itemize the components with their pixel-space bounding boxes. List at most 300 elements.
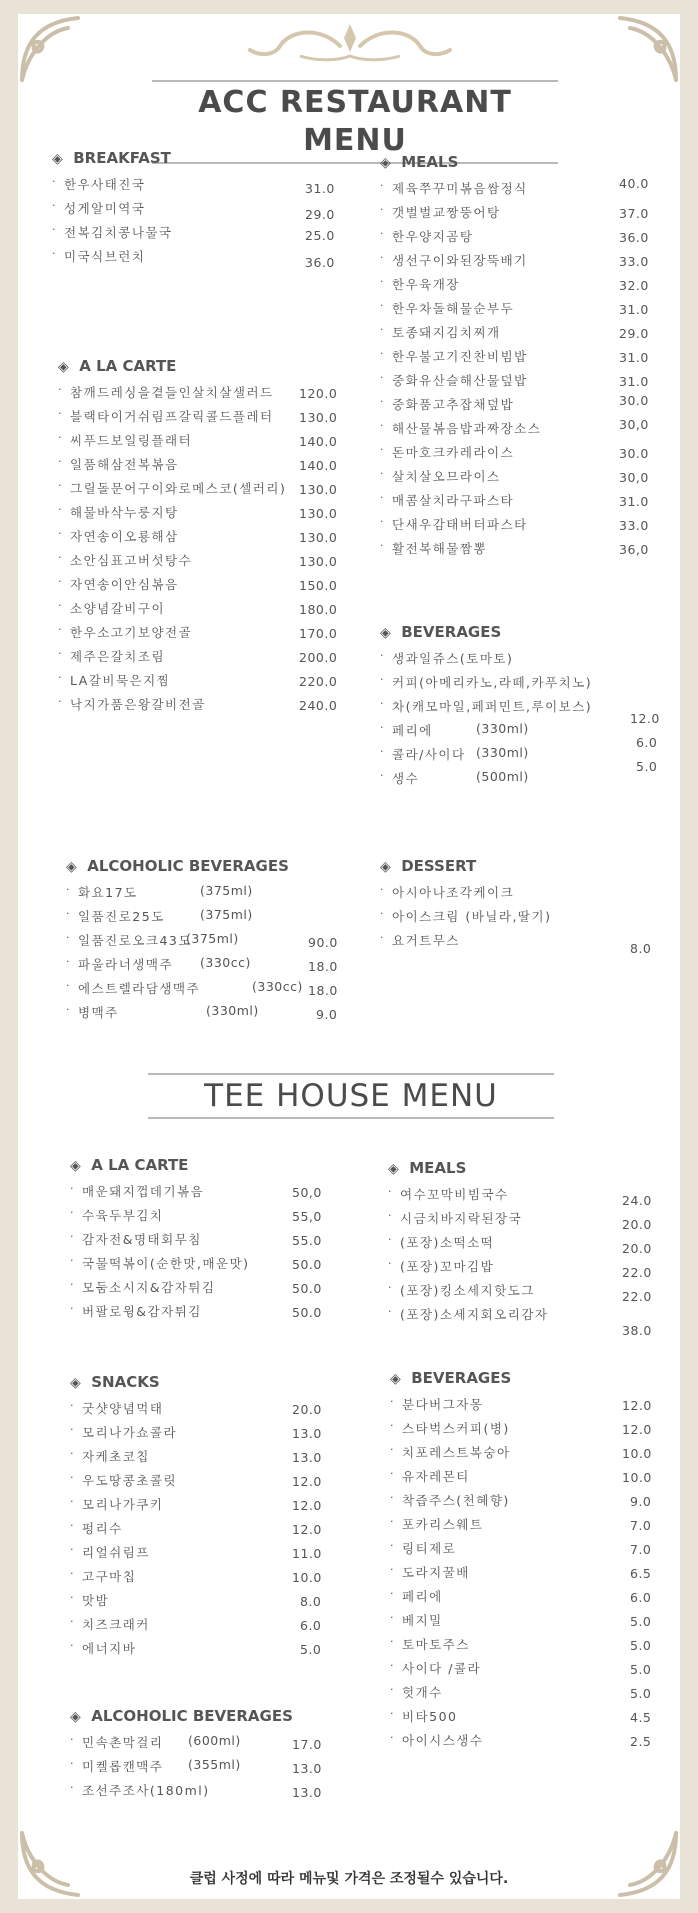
bullet-icon: · xyxy=(58,599,63,612)
menu-item xyxy=(58,503,348,527)
menu-item xyxy=(380,883,660,907)
bullet-icon: · xyxy=(380,323,385,336)
item-name: 일품해삼전복볶음 xyxy=(70,457,179,472)
menu-item xyxy=(380,697,660,726)
item-price: 17.0 xyxy=(292,1737,322,1752)
menu-list xyxy=(66,883,356,1027)
section-header xyxy=(380,152,650,172)
item-name: 아이스크림 (바닐라,딸기) xyxy=(392,909,552,924)
item-name: 자케초코칩 xyxy=(82,1449,150,1464)
section-meals xyxy=(380,152,650,563)
item-price: 33.0 xyxy=(619,518,649,533)
bullet-icon: · xyxy=(380,883,385,896)
bullet-icon: · xyxy=(70,1399,75,1412)
diamond-icon: ◈ xyxy=(380,155,391,171)
menu-item xyxy=(380,539,650,563)
item-name: 에너지바 xyxy=(82,1641,137,1656)
bullet-icon: · xyxy=(70,1182,75,1195)
item-name: 제육쭈꾸미볶음쌈정식 xyxy=(392,181,528,196)
menu-item xyxy=(390,1515,660,1539)
item-size: (375ml) xyxy=(186,931,239,946)
bullet-icon: · xyxy=(380,769,385,782)
section-title: MEALS xyxy=(401,153,459,171)
menu-item xyxy=(380,649,660,673)
item-name: 포카리스웨트 xyxy=(402,1517,484,1532)
item-price: 5.0 xyxy=(300,1642,322,1657)
item-price: 50.0 xyxy=(292,1305,322,1320)
menu-item xyxy=(58,695,348,719)
item-name: 돈마호크카레라이스 xyxy=(392,445,515,460)
item-price: 18.0 xyxy=(308,959,338,974)
menu-item xyxy=(58,575,348,599)
menu-item xyxy=(390,1635,660,1659)
bullet-icon: · xyxy=(66,931,71,944)
menu-item xyxy=(380,419,650,443)
section-title: A LA CARTE xyxy=(79,357,177,375)
bullet-icon: · xyxy=(58,479,63,492)
item-name: 화요17도 xyxy=(78,885,138,900)
menu-item xyxy=(390,1611,660,1635)
item-size: (500ml) xyxy=(476,769,529,784)
bullet-icon: · xyxy=(380,649,385,662)
diamond-icon: ◈ xyxy=(66,859,77,875)
item-name: 한우사태진국 xyxy=(64,177,146,192)
title-rule-top xyxy=(148,1073,554,1075)
item-price: 40.0 xyxy=(619,176,649,191)
item-name: 모리나가쿠키 xyxy=(82,1497,164,1512)
menu-list xyxy=(70,1399,350,1663)
item-name: 조선주조사(180ml) xyxy=(82,1783,210,1798)
menu-item xyxy=(390,1587,660,1611)
item-price: 130.0 xyxy=(299,530,338,545)
bullet-icon: · xyxy=(70,1543,75,1556)
bullet-icon: · xyxy=(58,671,63,684)
menu-item xyxy=(70,1230,350,1254)
item-price: 10.0 xyxy=(292,1570,322,1585)
item-price: 9.0 xyxy=(316,1007,338,1022)
menu-item xyxy=(58,527,348,551)
section-header xyxy=(58,356,348,376)
menu-list xyxy=(70,1733,350,1805)
menu-item xyxy=(70,1254,350,1278)
bullet-icon: · xyxy=(52,175,57,188)
bullet-icon: · xyxy=(58,695,63,708)
item-name: 자연송이오룡해삼 xyxy=(70,529,179,544)
item-name: 수육두부김치 xyxy=(82,1208,164,1223)
tee-section-beverages xyxy=(390,1368,660,1755)
item-price: 9.0 xyxy=(630,1494,652,1509)
menu-item xyxy=(70,1757,350,1781)
menu-item xyxy=(70,1302,350,1326)
bullet-icon: · xyxy=(380,467,385,480)
item-name: 맛밤 xyxy=(82,1593,110,1608)
item-price: 7.0 xyxy=(630,1542,652,1557)
bullet-icon: · xyxy=(70,1519,75,1532)
section-alcoholic-beverages xyxy=(66,856,356,1027)
bullet-icon: · xyxy=(390,1707,395,1720)
item-name: 여수꼬막비빔국수 xyxy=(400,1187,509,1202)
item-name: 아이시스생수 xyxy=(402,1733,484,1748)
item-price: 29.0 xyxy=(619,326,649,341)
tee-section-meals xyxy=(388,1158,658,1338)
item-price: 24.0 xyxy=(622,1193,652,1208)
item-price: 12.0 xyxy=(292,1474,322,1489)
menu-item xyxy=(70,1495,350,1519)
bullet-icon: · xyxy=(380,371,385,384)
item-price: 22.0 xyxy=(622,1289,652,1304)
menu-item xyxy=(70,1543,350,1567)
section-header xyxy=(70,1372,350,1392)
section-title: MEALS xyxy=(409,1159,467,1177)
item-price: 5.0 xyxy=(630,1686,652,1701)
item-name: 한우양지곰탕 xyxy=(392,229,474,244)
item-price: 8.0 xyxy=(300,1594,322,1609)
item-price: 130.0 xyxy=(299,410,338,425)
item-name: 소양념갈비구이 xyxy=(70,601,166,616)
bullet-icon: · xyxy=(70,1254,75,1267)
bullet-icon: · xyxy=(390,1395,395,1408)
item-price: 12.0 xyxy=(622,1422,652,1437)
item-price: 130.0 xyxy=(299,506,338,521)
top-flourish-ornament xyxy=(240,16,460,66)
bullet-icon: · xyxy=(390,1563,395,1576)
bullet-icon: · xyxy=(58,623,63,636)
item-name: 낙지가품은왕갈비전골 xyxy=(70,697,206,712)
item-price: 220.0 xyxy=(299,674,338,689)
item-name: 차(캐모마일,페퍼민트,루이보스) xyxy=(392,699,593,714)
bullet-icon: · xyxy=(390,1731,395,1744)
item-price: 38.0 xyxy=(622,1323,652,1338)
bullet-icon: · xyxy=(70,1757,75,1770)
menu-item xyxy=(380,227,650,251)
menu-item xyxy=(70,1639,350,1663)
item-name: 해산물볶음밥과짜장소스 xyxy=(392,421,542,436)
menu-item xyxy=(388,1281,658,1305)
bullet-icon: · xyxy=(70,1567,75,1580)
item-name: 분다버그자몽 xyxy=(402,1397,484,1412)
item-price: 130.0 xyxy=(299,482,338,497)
item-name: 치포레스트복숭아 xyxy=(402,1445,511,1460)
menu-item xyxy=(390,1395,660,1419)
bullet-icon: · xyxy=(52,199,57,212)
menu-list xyxy=(380,649,660,793)
section-header xyxy=(66,856,356,876)
item-price: 12.0 xyxy=(292,1522,322,1537)
item-price: 55,0 xyxy=(292,1209,322,1224)
bullet-icon: · xyxy=(388,1281,393,1294)
menu-item xyxy=(70,1733,350,1757)
item-price: 30,0 xyxy=(619,417,649,432)
bullet-icon: · xyxy=(380,203,385,216)
menu-item xyxy=(390,1707,660,1731)
item-name: 한우불고기진찬비빔밥 xyxy=(392,349,528,364)
item-price: 10.0 xyxy=(622,1470,652,1485)
menu-item xyxy=(390,1539,660,1563)
item-size: (375ml) xyxy=(200,907,253,922)
item-price: 5.0 xyxy=(630,1662,652,1677)
item-price: 31.0 xyxy=(619,494,649,509)
bullet-icon: · xyxy=(380,275,385,288)
item-name: 해물바삭누룽지탕 xyxy=(70,505,179,520)
item-price: 30.0 xyxy=(619,393,649,408)
item-name: 착즙주스(천혜향) xyxy=(402,1493,510,1508)
menu-item xyxy=(58,383,348,407)
menu-item xyxy=(388,1233,658,1257)
tee-house-title: TEE HOUSE MENU xyxy=(204,1078,498,1114)
bullet-icon: · xyxy=(66,955,71,968)
bullet-icon: · xyxy=(380,347,385,360)
item-name: (포장)소세지회오리감자 xyxy=(400,1307,549,1322)
item-name: 도라지꿀배 xyxy=(402,1565,470,1580)
menu-item xyxy=(380,745,660,774)
bullet-icon: · xyxy=(380,745,385,758)
bullet-icon: · xyxy=(388,1209,393,1222)
item-price: 13.0 xyxy=(292,1426,322,1441)
item-price: 36.0 xyxy=(619,230,649,245)
menu-item xyxy=(380,275,650,299)
item-name: 한우소고기보양전골 xyxy=(70,625,193,640)
item-price: 140.0 xyxy=(299,458,338,473)
menu-item xyxy=(66,1003,356,1027)
bullet-icon: · xyxy=(390,1635,395,1648)
item-name: 자연송이안심볶음 xyxy=(70,577,179,592)
item-name: 국물떡볶이(순한맛,매운맛) xyxy=(82,1256,250,1271)
item-name: 펑리수 xyxy=(82,1521,123,1536)
item-name: 소안심표고버섯탕수 xyxy=(70,553,193,568)
menu-item xyxy=(58,407,348,431)
bullet-icon: · xyxy=(70,1302,75,1315)
item-price: 170.0 xyxy=(299,626,338,641)
bullet-icon: · xyxy=(58,575,63,588)
item-price: 32.0 xyxy=(619,278,649,293)
menu-item xyxy=(58,431,348,455)
item-price: 29.0 xyxy=(305,207,335,222)
item-name: 비타500 xyxy=(402,1709,458,1724)
bullet-icon: · xyxy=(66,1003,71,1016)
menu-item xyxy=(388,1209,658,1233)
item-price: 5.0 xyxy=(630,1614,652,1629)
item-name: 베지밀 xyxy=(402,1613,443,1628)
item-name: 링티제로 xyxy=(402,1541,457,1556)
bullet-icon: · xyxy=(380,491,385,504)
section-title: A LA CARTE xyxy=(91,1156,189,1174)
corner-ornament-bottom-right xyxy=(610,1829,680,1899)
menu-item xyxy=(380,395,650,419)
section-dessert xyxy=(380,856,660,955)
bullet-icon: · xyxy=(380,179,385,192)
diamond-icon: ◈ xyxy=(70,1158,81,1174)
section-header xyxy=(52,148,342,168)
item-price: 20.0 xyxy=(622,1217,652,1232)
bullet-icon: · xyxy=(58,407,63,420)
bullet-icon: · xyxy=(58,527,63,540)
menu-item xyxy=(390,1443,660,1467)
item-name: 병맥주 xyxy=(78,1005,119,1020)
item-price: 200.0 xyxy=(299,650,338,665)
item-price: 37.0 xyxy=(619,206,649,221)
diamond-icon: ◈ xyxy=(58,359,69,375)
item-size: (600ml) xyxy=(188,1733,241,1748)
corner-ornament-top-right xyxy=(610,14,680,84)
tee-house-title-block xyxy=(148,1073,554,1119)
menu-item xyxy=(70,1447,350,1471)
item-name: 요거트무스 xyxy=(392,933,460,948)
menu-item xyxy=(380,931,660,955)
item-name: 토종돼지김치찌개 xyxy=(392,325,501,340)
item-name: 일품진로오크43도 xyxy=(78,933,192,948)
page-title: ACC RESTAURANT MENU xyxy=(198,85,512,158)
section-header xyxy=(388,1158,658,1178)
item-price: 6.5 xyxy=(630,1566,652,1581)
menu-list xyxy=(58,383,348,719)
bullet-icon: · xyxy=(66,883,71,896)
item-price: 33.0 xyxy=(619,254,649,269)
item-price: 130.0 xyxy=(299,554,338,569)
menu-item xyxy=(58,479,348,503)
item-price: 8.0 xyxy=(630,941,652,956)
menu-item xyxy=(58,599,348,623)
item-price: 20.0 xyxy=(622,1241,652,1256)
item-price: 31.0 xyxy=(619,350,649,365)
menu-item xyxy=(70,1423,350,1447)
item-name: 시금치바지락된장국 xyxy=(400,1211,523,1226)
item-name: 활전복해물짬뽕 xyxy=(392,541,488,556)
item-price: 13.0 xyxy=(292,1450,322,1465)
bullet-icon: · xyxy=(380,443,385,456)
bullet-icon: · xyxy=(70,1278,75,1291)
menu-item xyxy=(380,491,650,515)
item-name: 굿샷양념먹태 xyxy=(82,1401,164,1416)
item-price: 11.0 xyxy=(292,1546,322,1561)
menu-item xyxy=(58,623,348,647)
bullet-icon: · xyxy=(390,1539,395,1552)
item-name: 에스트렐라담생맥주 xyxy=(78,981,201,996)
item-size: (330cc) xyxy=(252,979,303,994)
menu-item xyxy=(70,1182,350,1206)
menu-item xyxy=(70,1206,350,1230)
menu-item xyxy=(58,455,348,479)
section-title: BEVERAGES xyxy=(411,1369,512,1387)
item-price: 36,0 xyxy=(619,542,649,557)
menu-item xyxy=(70,1519,350,1543)
item-name: 모둠소시지&감자튀김 xyxy=(82,1280,216,1295)
bullet-icon: · xyxy=(66,979,71,992)
item-name: 생과일쥬스(토마토) xyxy=(392,651,514,666)
bullet-icon: · xyxy=(388,1257,393,1270)
section-title: ALCOHOLIC BEVERAGES xyxy=(91,1707,293,1725)
item-name: (포장)소떡소떡 xyxy=(400,1235,495,1250)
section-header xyxy=(380,856,660,876)
item-price: 150.0 xyxy=(299,578,338,593)
bullet-icon: · xyxy=(70,1423,75,1436)
bullet-icon: · xyxy=(58,503,63,516)
item-name: 페리에 xyxy=(402,1589,443,1604)
bullet-icon: · xyxy=(70,1615,75,1628)
menu-list xyxy=(388,1185,658,1338)
item-price: 180.0 xyxy=(299,602,338,617)
item-name: 제주은갈치조림 xyxy=(70,649,166,664)
menu-item xyxy=(66,955,356,979)
section-header xyxy=(70,1155,350,1175)
bullet-icon: · xyxy=(388,1233,393,1246)
item-price: 31.0 xyxy=(305,181,335,196)
item-name: 헛개수 xyxy=(402,1685,443,1700)
item-name: 우도땅콩초콜릿 xyxy=(82,1473,178,1488)
menu-item xyxy=(390,1659,660,1683)
diamond-icon: ◈ xyxy=(388,1161,399,1177)
diamond-icon: ◈ xyxy=(380,625,391,641)
menu-item xyxy=(390,1683,660,1707)
menu-item xyxy=(52,199,342,223)
bullet-icon: · xyxy=(390,1587,395,1600)
section-title: BREAKFAST xyxy=(73,149,171,167)
corner-ornament-bottom-left xyxy=(18,1829,88,1899)
menu-item xyxy=(380,515,650,539)
bullet-icon: · xyxy=(70,1733,75,1746)
item-price: 31.0 xyxy=(619,374,649,389)
item-name: 미켈롭캔맥주 xyxy=(82,1759,164,1774)
diamond-icon: ◈ xyxy=(70,1709,81,1725)
bullet-icon: · xyxy=(58,551,63,564)
item-name: 일품진로25도 xyxy=(78,909,165,924)
item-size: (330cc) xyxy=(200,955,251,970)
item-name: 참깨드레싱을곁들인살치살샐러드 xyxy=(70,385,274,400)
bullet-icon: · xyxy=(70,1639,75,1652)
item-name: 씨푸드보일링플래터 xyxy=(70,433,193,448)
item-price: 12.0 xyxy=(630,711,660,726)
item-name: 스타벅스커피(병) xyxy=(402,1421,510,1436)
tee-section-snacks xyxy=(70,1372,350,1663)
menu-item xyxy=(380,371,650,395)
item-price: 7.0 xyxy=(630,1518,652,1533)
menu-item xyxy=(388,1305,658,1338)
bullet-icon: · xyxy=(52,223,57,236)
item-name: 한우차돌해물순부두 xyxy=(392,301,515,316)
item-price: 22.0 xyxy=(622,1265,652,1280)
menu-item xyxy=(390,1563,660,1587)
menu-item xyxy=(380,299,650,323)
bullet-icon: · xyxy=(58,455,63,468)
item-price: 12.0 xyxy=(622,1398,652,1413)
item-price: 13.0 xyxy=(292,1761,322,1776)
bullet-icon: · xyxy=(58,647,63,660)
tee-section-a-la-carte xyxy=(70,1155,350,1326)
item-name: 고구마칩 xyxy=(82,1569,137,1584)
item-name: 사이다 /콜라 xyxy=(402,1661,482,1676)
menu-item xyxy=(388,1185,658,1209)
bullet-icon: · xyxy=(66,907,71,920)
item-size: (375ml) xyxy=(200,883,253,898)
menu-item xyxy=(52,175,342,199)
item-name: 버팔로윙&감자튀김 xyxy=(82,1304,202,1319)
menu-item xyxy=(70,1471,350,1495)
item-name: 전복김치콩나물국 xyxy=(64,225,173,240)
bullet-icon: · xyxy=(70,1230,75,1243)
menu-item xyxy=(70,1781,350,1805)
menu-item xyxy=(52,223,342,247)
diamond-icon: ◈ xyxy=(390,1371,401,1387)
section-header xyxy=(390,1368,660,1388)
menu-item xyxy=(70,1615,350,1639)
item-name: 한우육개장 xyxy=(392,277,460,292)
item-price: 25.0 xyxy=(305,228,335,243)
section-title: DESSERT xyxy=(401,857,477,875)
item-name: 생선구이와된장뚝배기 xyxy=(392,253,528,268)
item-price: 6.0 xyxy=(630,1590,652,1605)
menu-list xyxy=(380,176,650,563)
bullet-icon: · xyxy=(70,1495,75,1508)
bullet-icon: · xyxy=(380,907,385,920)
